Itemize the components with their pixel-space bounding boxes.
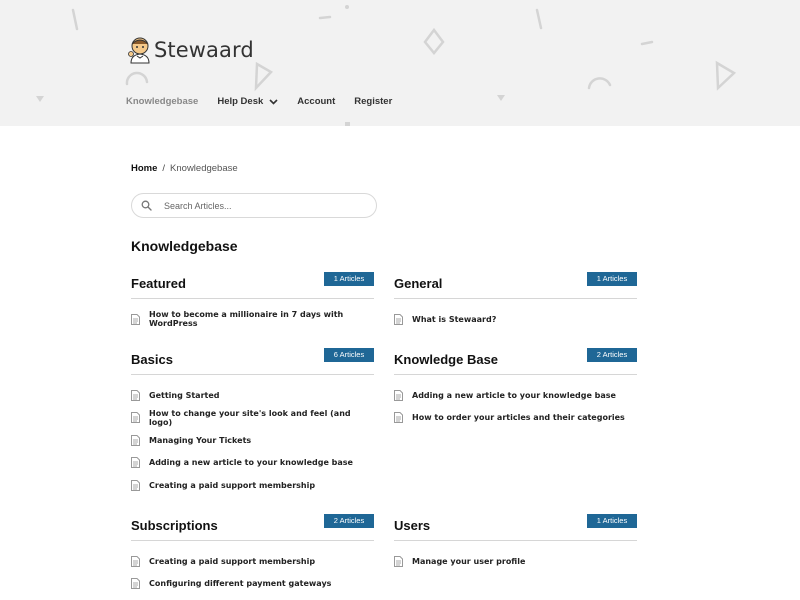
document-icon (131, 412, 140, 423)
document-icon (131, 390, 140, 401)
article-list (394, 308, 637, 331)
article-title: Manage your user profile (412, 556, 526, 566)
breadcrumb (131, 163, 238, 174)
category-featured (131, 274, 374, 331)
article-link[interactable] (131, 452, 374, 475)
category-title[interactable]: Knowledge Base (394, 352, 499, 367)
document-icon (131, 578, 140, 589)
article-link[interactable] (131, 384, 374, 407)
article-title: Configuring different payment gateways (149, 579, 332, 589)
article-list (131, 308, 374, 331)
article-list (394, 384, 637, 429)
document-icon (131, 480, 140, 491)
nav-item-knowledgebase[interactable]: Knowledgebase (126, 96, 199, 107)
document-icon (394, 412, 403, 423)
article-link[interactable] (131, 308, 374, 331)
article-count-badge: 1 Articles (324, 272, 374, 286)
article-title: How to change your site's look and feel (and logo) (149, 408, 351, 427)
category-header (394, 274, 637, 299)
article-list (394, 550, 637, 573)
category-header (131, 516, 374, 541)
brand-name: Stewaard (154, 38, 254, 62)
category-title[interactable]: Featured (131, 276, 186, 291)
category-title[interactable]: Basics (131, 352, 173, 367)
article-link[interactable] (131, 429, 374, 452)
category-subscriptions (131, 516, 374, 595)
page-title: Knowledgebase (131, 238, 238, 254)
article-title: Creating a paid support membership (149, 480, 316, 490)
category-basics (131, 350, 374, 497)
nav-item-account[interactable]: Account (297, 96, 336, 107)
article-title: Creating a paid support membership (149, 556, 316, 566)
category-title[interactable]: General (394, 276, 443, 291)
document-icon (394, 314, 403, 325)
article-link[interactable] (394, 550, 637, 573)
chevron-down-icon (269, 99, 278, 105)
article-link[interactable] (394, 384, 637, 407)
breadcrumb-home-link[interactable]: Home (131, 163, 158, 174)
nav-item-register[interactable]: Register (354, 96, 393, 107)
document-icon (394, 390, 403, 401)
article-link[interactable] (394, 308, 637, 331)
article-title: Adding a new article to your knowledge base (149, 458, 353, 468)
article-title: Adding a new article to your knowledge base (412, 390, 616, 400)
category-header (394, 516, 637, 541)
category-header (131, 274, 374, 299)
article-link[interactable] (394, 407, 637, 430)
category-header (131, 350, 374, 375)
article-count-badge: 2 Articles (324, 514, 374, 528)
category-general (394, 274, 637, 331)
document-icon (131, 435, 140, 446)
article-count-badge: 1 Articles (587, 514, 637, 528)
article-title: How to order your articles and their categories (412, 413, 625, 423)
category-knowledge-base (394, 350, 637, 429)
article-link[interactable] (131, 550, 374, 573)
main-nav (126, 96, 411, 107)
category-users (394, 516, 637, 573)
document-icon (131, 556, 140, 567)
article-list (131, 384, 374, 497)
article-list (131, 550, 374, 595)
breadcrumb-current: Knowledgebase (170, 163, 238, 174)
search-box (131, 193, 377, 218)
site-header (0, 0, 800, 126)
nav-item-help-desk[interactable] (217, 96, 278, 107)
document-icon (131, 457, 140, 468)
article-title: How to become a millionaire in 7 days with WordPress (149, 310, 344, 329)
brand-logo[interactable] (127, 36, 254, 64)
nav-item-label: Help Desk (217, 96, 264, 107)
search-input[interactable] (164, 197, 369, 214)
article-link[interactable] (131, 407, 374, 430)
breadcrumb-separator: / (162, 163, 166, 174)
article-title: Managing Your Tickets (149, 435, 252, 445)
search-icon (141, 200, 152, 211)
article-title: What is Stewaard? (412, 314, 497, 324)
document-icon (394, 556, 403, 567)
category-title[interactable]: Subscriptions (131, 518, 218, 533)
article-count-badge: 1 Articles (587, 272, 637, 286)
article-count-badge: 6 Articles (324, 348, 374, 362)
article-link[interactable] (131, 474, 374, 497)
article-title: Getting Started (149, 390, 220, 400)
butler-mascot-icon (127, 36, 153, 64)
category-title[interactable]: Users (394, 518, 431, 533)
decorative-shapes (0, 0, 800, 126)
article-link[interactable] (131, 573, 374, 596)
article-count-badge: 2 Articles (587, 348, 637, 362)
category-header (394, 350, 637, 375)
document-icon (131, 314, 140, 325)
